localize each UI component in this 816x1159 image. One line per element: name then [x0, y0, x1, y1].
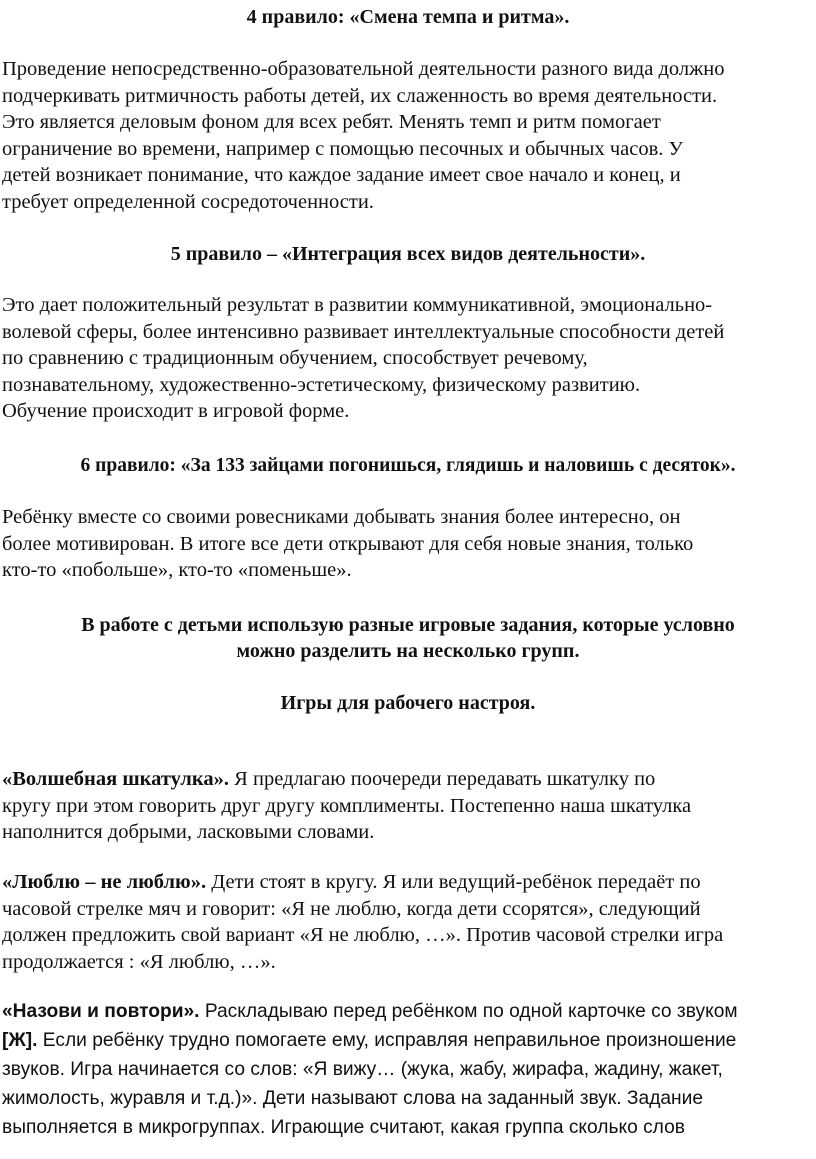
- rule4-paragraph: [2, 56, 814, 215]
- game1-text: Я предлагаю поочереди передавать шкатулку по: [229, 768, 656, 790]
- paragraph-line: Обучение происходит в игровой форме.: [2, 400, 350, 422]
- rule6-heading: 6 правило: «За 133 зайцами погонишься, глядишь и наловишь с десяток».: [80, 455, 736, 476]
- rule4-heading: 4 правило: «Смена темпа и ритма».: [246, 6, 570, 28]
- paragraph-line: Проведение непосредственно-образовательной деятельности разного вида должно: [2, 58, 725, 80]
- paragraph-line: продолжается : «Я люблю, …».: [2, 950, 276, 973]
- game3-text: Раскладываю перед ребёнком по одной карточке со звуком: [199, 1001, 738, 1022]
- groups-heading-line-2: можно разделить на несколько групп.: [236, 640, 580, 662]
- paragraph-line: Это является деловым фоном для всех ребят. Менять темп и ритм помогает: [2, 111, 661, 133]
- paragraph-line: познавательному, художественно-эстетическому, физическому развитию.: [2, 373, 641, 396]
- paragraph-line: кто-то «побольше», кто-то «поменьше».: [2, 559, 352, 581]
- games-heading: Игры для рабочего настроя.: [280, 692, 536, 714]
- paragraph-line: [2, 1026, 814, 1055]
- paragraph-line: Это дает положительный результат в развитии коммуникативной, эмоционально-: [2, 294, 713, 316]
- game1-title: «Волшебная шкатулка».: [2, 768, 230, 790]
- game2-text: Дети стоят в кругу. Я или ведущий-ребёнок передаёт по: [206, 871, 701, 893]
- paragraph-line: более мотивирован. В итоге все дети открывают для себя новые знания, только: [2, 532, 694, 555]
- paragraph-line: по сравнению с традиционным обучением, способствует речевому,: [2, 347, 588, 369]
- game2-paragraph: [2, 869, 814, 975]
- paragraph-line: [2, 766, 814, 793]
- game1-paragraph: [2, 766, 814, 846]
- paragraph-line: [2, 997, 814, 1026]
- paragraph-line: подчеркивать ритмичность работы детей, их слаженность во время деятельности.: [2, 84, 718, 107]
- paragraph-line: волевой сферы, более интенсивно развивает интеллектуальные способности детей: [2, 320, 725, 343]
- paragraph-line: наполнится добрыми, ласковыми словами.: [2, 821, 375, 843]
- paragraph-line: жимолость, журавля и т.д.)». Дети называют слова на заданный звук. Задание: [2, 1088, 704, 1109]
- paragraph-line: выполняется в микрогруппах. Играющие считают, какая группа сколько слов: [2, 1117, 685, 1138]
- rule5-paragraph: [2, 292, 814, 425]
- game3-text: Если ребёнку трудно помогаете ему, исправляя неправильное произношение: [37, 1030, 737, 1051]
- paragraph-line: требует определенной сосредоточенности.: [2, 190, 374, 213]
- game3-sound: [Ж].: [2, 1030, 38, 1051]
- paragraph-line: детей возникает понимание, что каждое задание имеет свое начало и конец, и: [2, 164, 681, 186]
- paragraph-line: [2, 869, 814, 896]
- rule6-paragraph: [2, 504, 814, 584]
- rule5-heading: 5 правило – «Интеграция всех видов деятельности».: [170, 243, 646, 265]
- paragraph-line: должен предложить свой вариант «Я не люблю, …». Против часовой стрелки игра: [2, 924, 724, 946]
- game3-paragraph: [2, 997, 814, 1142]
- paragraph-line: звуков. Игра начинается со слов: «Я вижу… (жука, жабу, жирафа, жадину, жакет,: [2, 1059, 723, 1080]
- paragraph-line: часовой стрелке мяч и говорит: «Я не люблю, когда дети ссорятся», следующий: [2, 897, 701, 920]
- paragraph-line: ограничение во времени, например с помощью песочных и обычных часов. У: [2, 137, 684, 160]
- game2-title: «Люблю – не люблю».: [2, 871, 207, 893]
- game3-title: «Назови и повтори».: [2, 1001, 200, 1022]
- groups-heading-line-1: В работе с детьми использую разные игровые задания, которые условно: [81, 614, 735, 636]
- paragraph-line: кругу при этом говорить друг другу комплименты. Постепенно наша шкатулка: [2, 794, 692, 817]
- paragraph-line: Ребёнку вместе со своими ровесниками добывать знания более интересно, он: [2, 506, 681, 528]
